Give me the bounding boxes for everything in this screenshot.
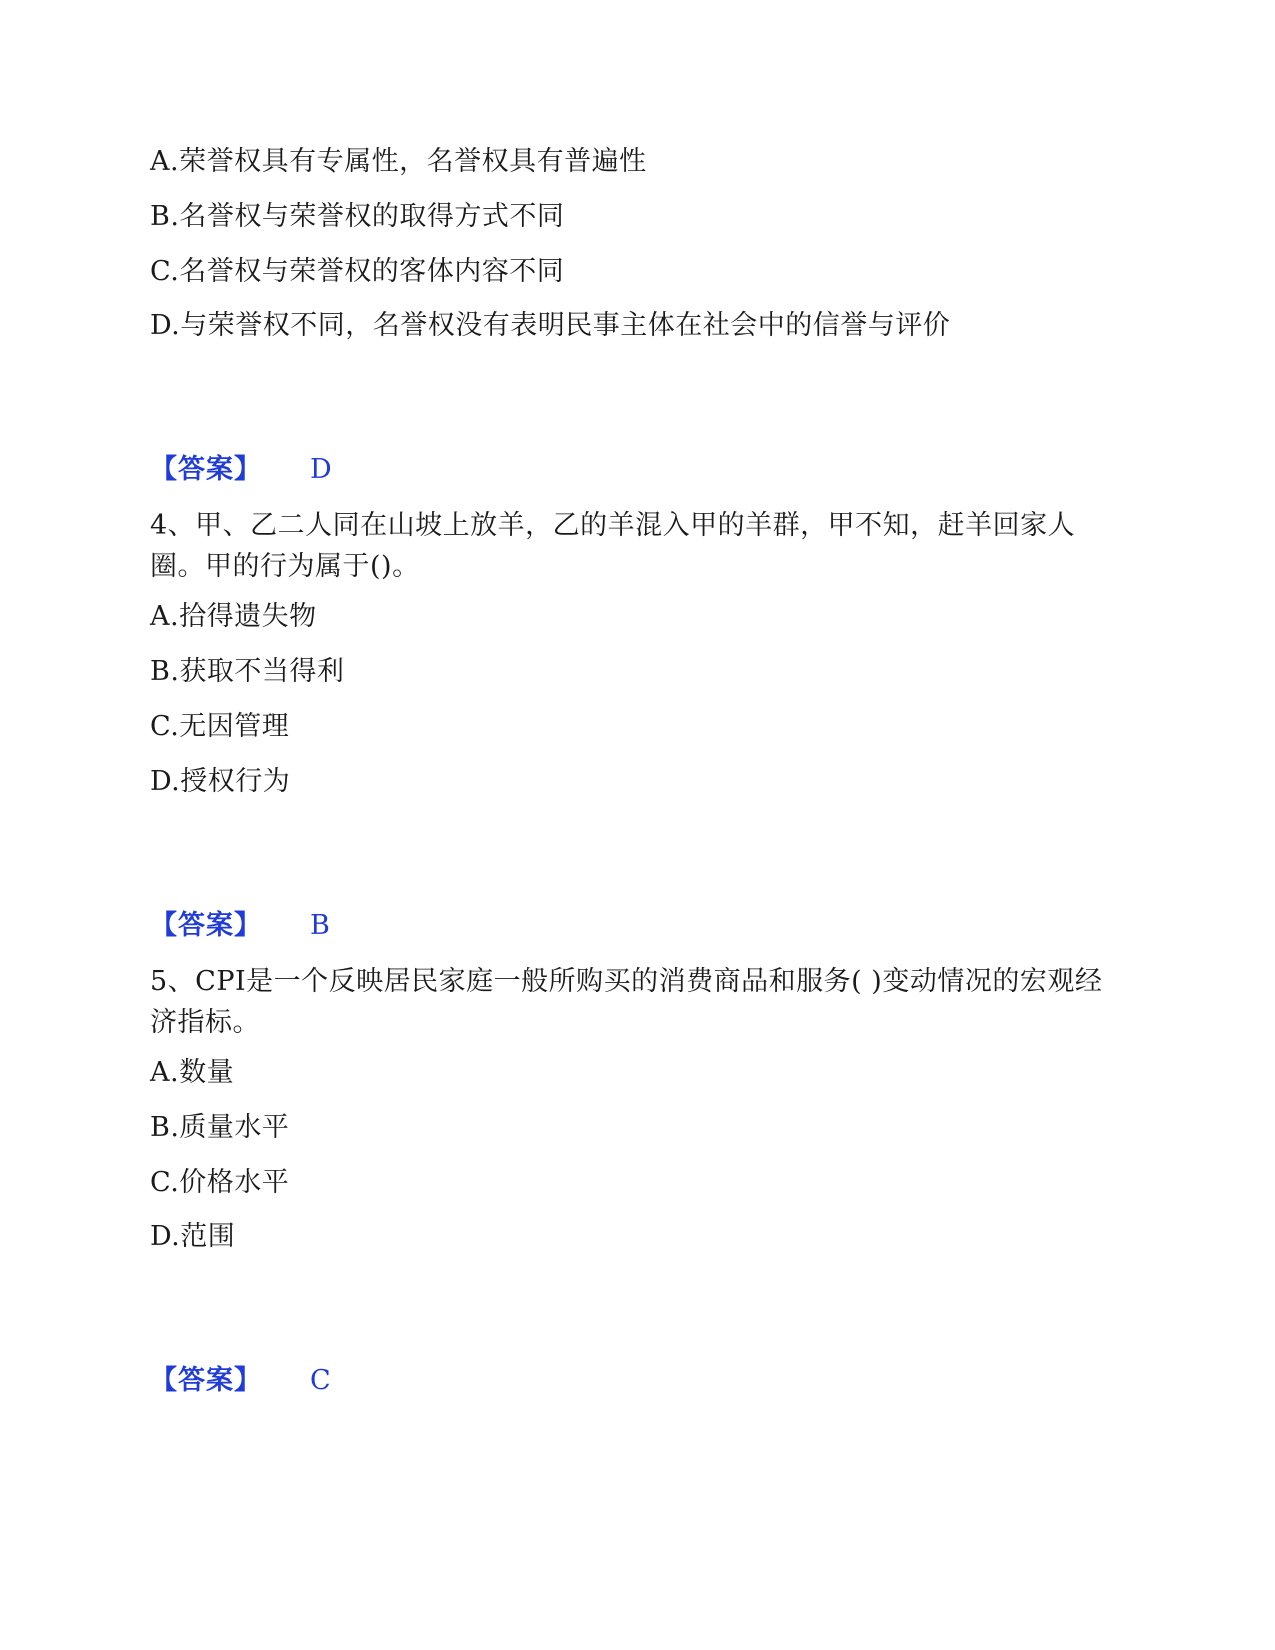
q4-option-c: C.无因管理 <box>150 711 290 742</box>
q4-option-b: B.获取不当得利 <box>150 656 345 687</box>
q3-option-c: C.名誉权与荣誉权的客体内容不同 <box>150 256 565 287</box>
q4-stem: 4、甲、乙二人同在山坡上放羊，乙的羊混入甲的羊群，甲不知，赶羊回家人圈。甲的行为属于()。 <box>150 510 1076 582</box>
q3-option-d: D.与荣誉权不同，名誉权没有表明民事主体在社会中的信誉与评价 <box>150 310 951 341</box>
q5-option-a: A.数量 <box>150 1057 235 1088</box>
q3-option-b: B.名誉权与荣誉权的取得方式不同 <box>150 201 565 232</box>
q4-option-d: D.授权行为 <box>150 766 291 797</box>
q4-option-a: A.拾得遗失物 <box>150 601 317 632</box>
answer-label: 【答案】 <box>150 910 262 941</box>
q5-option-b: B.质量水平 <box>150 1112 290 1143</box>
q5-option-d: D.范围 <box>150 1221 236 1252</box>
q5-answer <box>150 1361 331 1401</box>
answer-value: D <box>310 454 332 485</box>
q4-answer <box>150 906 330 946</box>
q5-option-c: C.价格水平 <box>150 1167 290 1198</box>
answer-label: 【答案】 <box>150 454 262 485</box>
answer-value: B <box>310 910 330 941</box>
q3-answer <box>150 450 332 490</box>
q5-stem: 5、CPI是一个反映居民家庭一般所购买的消费商品和服务( )变动情况的宏观经济指标。 <box>150 966 1103 1038</box>
q3-option-a: A.荣誉权具有专属性，名誉权具有普遍性 <box>150 146 647 177</box>
answer-value: C <box>310 1365 331 1396</box>
answer-label: 【答案】 <box>150 1365 262 1396</box>
